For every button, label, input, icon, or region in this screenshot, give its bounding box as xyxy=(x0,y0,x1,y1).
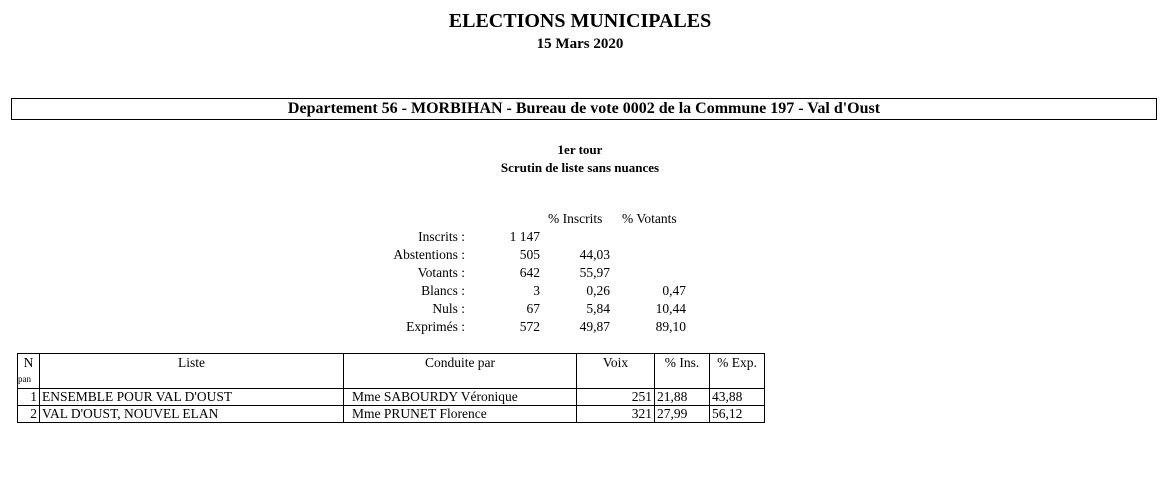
stats-value: 3 xyxy=(533,283,540,298)
stats-row-exprimes xyxy=(0,318,1160,336)
header-n-label: N xyxy=(23,355,34,370)
stats-label: Votants : xyxy=(417,265,465,280)
stats-value: 1 147 xyxy=(509,229,540,244)
stats-pct-inscrits: 5,84 xyxy=(586,301,610,316)
stats-pct-inscrits: 55,97 xyxy=(579,265,610,280)
table-row xyxy=(18,406,765,423)
stats-label: Nuls : xyxy=(432,301,465,316)
cell-conduite: Mme SABOURDY Véronique xyxy=(344,389,577,406)
cell-pct-exp: 56,12 xyxy=(710,406,765,423)
header-pct-exp: % Exp. xyxy=(710,354,765,389)
stats-row-votants xyxy=(0,264,1160,282)
stats-value: 505 xyxy=(519,247,540,262)
cell-voix: 251 xyxy=(577,389,655,406)
stats-row-abstentions xyxy=(0,246,1160,264)
stats-label: Inscrits : xyxy=(418,229,465,244)
stats-pct-inscrits: 0,26 xyxy=(586,283,610,298)
ballot-type: Scrutin de liste sans nuances xyxy=(500,160,660,175)
department-banner: Departement 56 - MORBIHAN - Bureau de vote 0002 de la Commune 197 - Val d'Oust xyxy=(11,98,1157,120)
results-header-row xyxy=(18,354,765,389)
results-table xyxy=(17,353,765,423)
stats-row-inscrits xyxy=(0,228,1160,246)
cell-n: 2 xyxy=(18,406,40,423)
stats-value: 642 xyxy=(519,265,540,280)
stats-label: Blancs : xyxy=(421,283,465,298)
stats-pct-votants: 89,10 xyxy=(655,319,686,334)
round-label: 1er tour xyxy=(557,142,603,157)
header-liste: Liste xyxy=(40,354,344,389)
stats-pct-votants: 0,47 xyxy=(662,283,686,298)
stats-col-header-votants: % Votants xyxy=(622,211,677,226)
stats-row-blancs xyxy=(0,282,1160,300)
election-date: 15 Mars 2020 xyxy=(536,36,624,52)
cell-pct-exp: 43,88 xyxy=(710,389,765,406)
cell-liste: ENSEMBLE POUR VAL D'OUST xyxy=(40,389,344,406)
cell-pct-ins: 21,88 xyxy=(655,389,710,406)
stats-label: Abstentions : xyxy=(393,247,465,262)
stats-pct-inscrits: 49,87 xyxy=(579,319,610,334)
stats-value: 572 xyxy=(519,319,540,334)
stats-col-header-inscrits: % Inscrits xyxy=(548,211,603,226)
stats-label: Exprimés : xyxy=(406,319,465,334)
header-pct-ins: % Ins. xyxy=(655,354,710,389)
header-pan-label: pan xyxy=(18,374,31,384)
table-row xyxy=(18,389,765,406)
cell-liste: VAL D'OUST, NOUVEL ELAN xyxy=(40,406,344,423)
cell-pct-ins: 27,99 xyxy=(655,406,710,423)
cell-n: 1 xyxy=(18,389,40,406)
cell-voix: 321 xyxy=(577,406,655,423)
stats-pct-votants: 10,44 xyxy=(655,301,686,316)
header-voix: Voix xyxy=(577,354,655,389)
header-conduite: Conduite par xyxy=(344,354,577,389)
header-n xyxy=(18,354,40,389)
stats-value: 67 xyxy=(526,301,540,316)
cell-conduite: Mme PRUNET Florence xyxy=(344,406,577,423)
stats-pct-inscrits: 44,03 xyxy=(579,247,610,262)
page-title: ELECTIONS MUNICIPALES xyxy=(448,10,712,32)
stats-row-nuls xyxy=(0,300,1160,318)
